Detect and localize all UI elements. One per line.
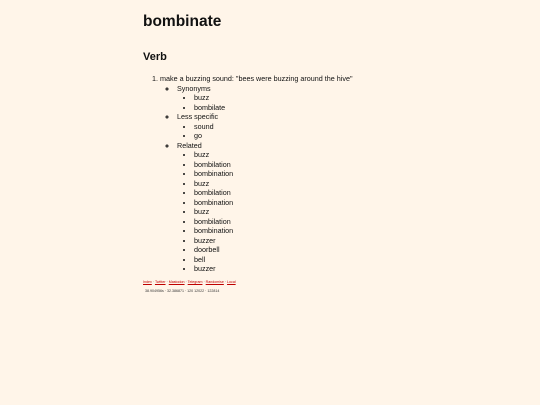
sense-definition: make a buzzing sound: "bees were buzzing around the hive" [160, 74, 353, 83]
word-list [177, 122, 523, 141]
sense-list [143, 74, 523, 274]
headword: bombinate [143, 13, 222, 30]
word-item: • bombination [194, 169, 523, 179]
sense-item [160, 74, 523, 274]
word-item: • doorbell [194, 245, 523, 255]
footer-link-randomise[interactable]: Randomise [205, 279, 224, 284]
footer-separator: · [203, 279, 205, 284]
footer-stats: 38.904956s · 32.386871 · 120 12022 · 122814 [145, 288, 220, 293]
word-group [177, 112, 523, 141]
word-item: • bombilate [194, 103, 523, 113]
footer-link-twitter[interactable]: Twitter [154, 279, 166, 284]
word-item: • buzz [194, 150, 523, 160]
footer-separator: · [166, 279, 168, 284]
word-item: • bombilation [194, 188, 523, 198]
word-group-list [160, 84, 523, 274]
footer-separator: · [224, 279, 227, 284]
word-item: • bell [194, 255, 523, 265]
word-list [177, 150, 523, 274]
word-item: • buzz [194, 207, 523, 217]
word-group-label: Synonyms [177, 83, 211, 93]
word-group-label: Related [177, 140, 202, 150]
footer-link-mastodon[interactable]: Mastodon [168, 279, 185, 284]
word-item: • go [194, 131, 523, 141]
footer-link-index[interactable]: Index [143, 279, 152, 284]
footer-links [143, 280, 523, 285]
word-item: • bombination [194, 226, 523, 236]
word-item: • buzzer [194, 236, 523, 246]
word-group [177, 84, 523, 113]
word-item: • buzz [194, 93, 523, 103]
dictionary-entry [143, 12, 523, 294]
footer-link-local[interactable]: Local [227, 279, 236, 284]
word-item: • buzzer [194, 264, 523, 274]
part-of-speech: Verb [143, 51, 167, 63]
word-group-label: Less specific [177, 112, 219, 121]
word-item: • bombination [194, 198, 523, 208]
word-list [177, 93, 523, 112]
word-group [177, 141, 523, 274]
word-item: • sound [194, 122, 523, 132]
footer-link-telegram[interactable]: Telegram [187, 279, 203, 284]
word-item: • bombilation [194, 160, 523, 170]
word-item: • bombilation [194, 217, 523, 227]
footer-separator: · [152, 279, 154, 284]
word-item: • buzz [194, 179, 523, 189]
footer-separator: · [185, 279, 187, 284]
